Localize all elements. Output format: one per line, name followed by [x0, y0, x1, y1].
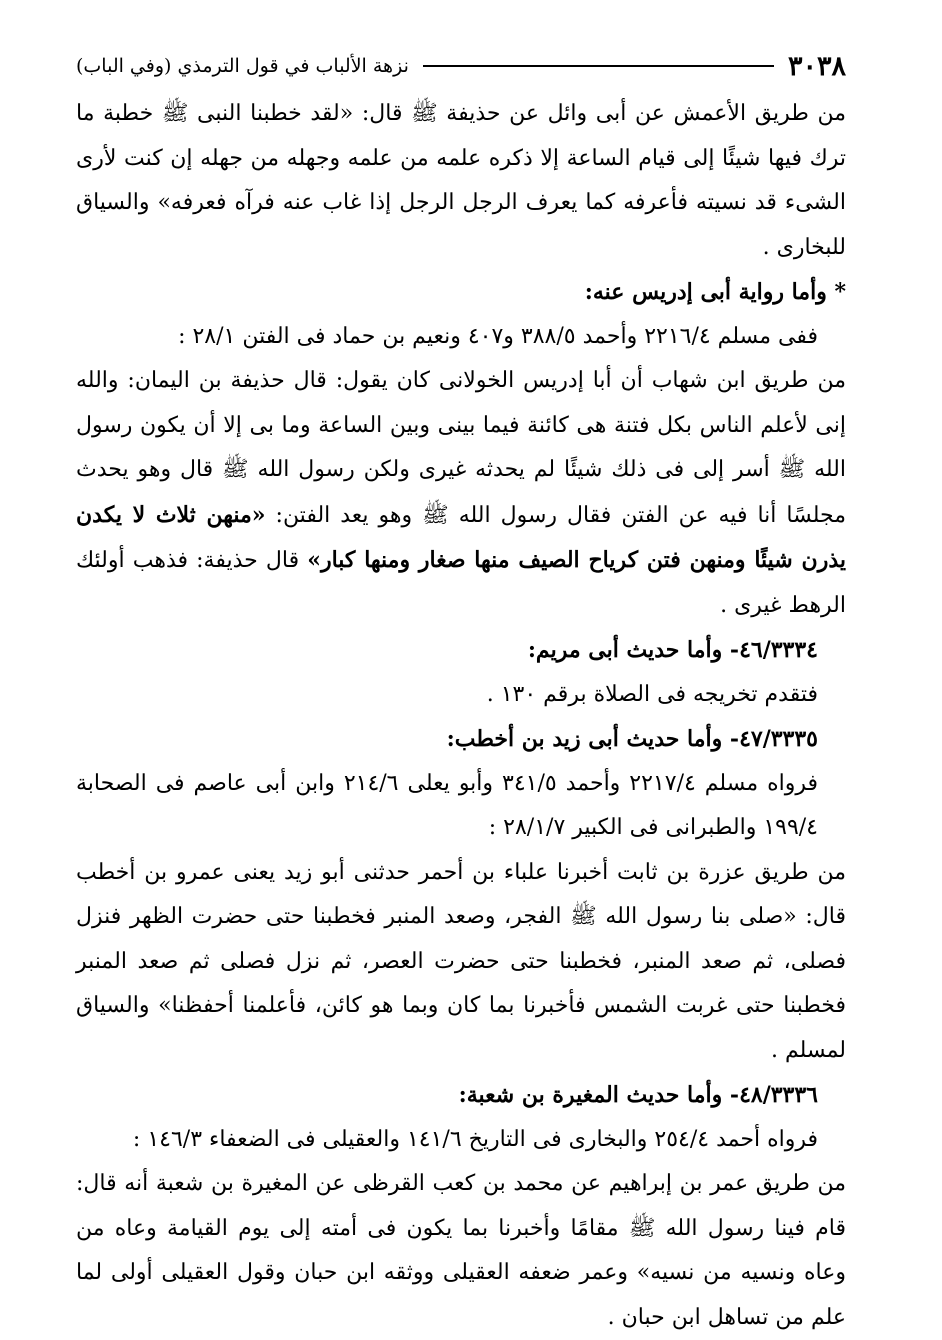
- hadith-text-mughira: من طريق عمر بن إبراهيم عن محمد بن كعب القرظى عن المغيرة بن شعبة أنه قال: قام فينا رسول الله ﷺ مقامًا وأخبرنا بما يكون فى أمته إلى يوم القيامة وعاه من وعاه ونسيه من نسيه» وعمر ضعفه العقيلى ووثقه ابن حبان وقول العقيلى أولى لما علم من تساهل ابن حبان .: [76, 1171, 846, 1330]
- running-title: نزهة الألباب في قول الترمذي (وفي الباب): [76, 55, 409, 77]
- header-rule: [423, 65, 774, 67]
- hadith-text-abu-zayd: من طريق عزرة بن ثابت أخبرنا علباء بن أحمر حدثنى أبو زيد يعنى عمرو بن أخطب قال: «صلى بنا رسول الله ﷺ الفجر، وصعد المنبر فخطبنا حتى حضرت الظهر فنزل فصلى، ثم صعد المنبر، فخطبنا حتى حضرت العصر، ثم نزل فصلى ثم صعد المنبر فخطبنا حتى غربت الشمس فأخبرنا بما كان وبما هو كائن، فأعلمنا أحفظنا» والسياق لمسلم .: [76, 859, 846, 1063]
- source-citation-abu-zayd: فرواه مسلم ٢٢١٧/٤ وأحمد ٣٤١/٥ وأبو يعلى ٢١٤/٦ وابن أبى عاصم فى الصحابة ١٩٩/٤ والطبرانى فى الكبير ٢٨/١/٧ :: [76, 770, 819, 840]
- hadith-text-hudhayfa: من طريق الأعمش عن أبى وائل عن حذيفة ﷺ قال: «لقد خطبنا النبى ﷺ خطبة ما ترك فيها شيئًا إلى قيام الساعة إلا ذكره علمه من علمه وجهله من جهله إن كنت لأرى الشىء قد نسيته فأعرفه كما يعرف الرجل الرجل إذا غاب عنه فرآه فعرفه» والسياق للبخارى .: [76, 101, 846, 260]
- source-citation-abu-maryam: فتقدم تخريجه فى الصلاة برقم ١٣٠ .: [486, 681, 818, 707]
- source-citation-abu-idris: ففى مسلم ٢٢١٦/٤ وأحمد ٣٨٨/٥ و٤٠٧ ونعيم بن حماد فى الفتن ٢٨/١ :: [178, 323, 818, 349]
- page-header: [76, 46, 846, 86]
- page-number: ٣٠٣٨: [787, 50, 846, 82]
- section-heading-abu-maryam: ٤٦/٣٣٣٤- وأما حديث أبى مريم:: [527, 637, 818, 663]
- page-content: [76, 92, 846, 1340]
- source-citation-mughira: فرواه أحمد ٢٥٤/٤ والبخارى فى التاريخ ١٤١/٦ والعقيلى فى الضعفاء ١٤٦/٣ :: [132, 1126, 818, 1152]
- hadith-text-abu-idris: [76, 359, 846, 628]
- hadith-text-part: قال حذيفة: فذهب أولئك الرهط غيرى .: [76, 548, 846, 618]
- section-heading-abu-zayd: ٤٧/٣٣٣٥- وأما حديث أبى زيد بن أخطب:: [446, 726, 818, 752]
- section-heading-mughira: ٤٨/٣٣٣٦- وأما حديث المغيرة بن شعبة:: [458, 1082, 818, 1108]
- hadith-quote-bold: «منهن ثلاث لا يكدن يذرن شيئًا ومنهن فتن كرياح الصيف منها صغار ومنها كبار»: [76, 501, 846, 573]
- hadith-text-part: من طريق ابن شهاب أن أبا إدريس الخولانى كان يقول: قال حذيفة بن اليمان: والله إنى لأعلم الناس بكل فتنة هى كائنة فيما بينى وبين الساعة وما بى إلا أن يكون رسول الله ﷺ أسر إلى فى ذلك شيئًا لم يحدثه غيرى ولكن رسول الله ﷺ قال وهو يحدث مجلسًا أنا فيه عن الفتن فقال رسول الله ﷺ وهو يعد الفتن:: [76, 368, 846, 528]
- section-heading-abu-idris: * وأما رواية أبى إدريس عنه:: [584, 279, 846, 305]
